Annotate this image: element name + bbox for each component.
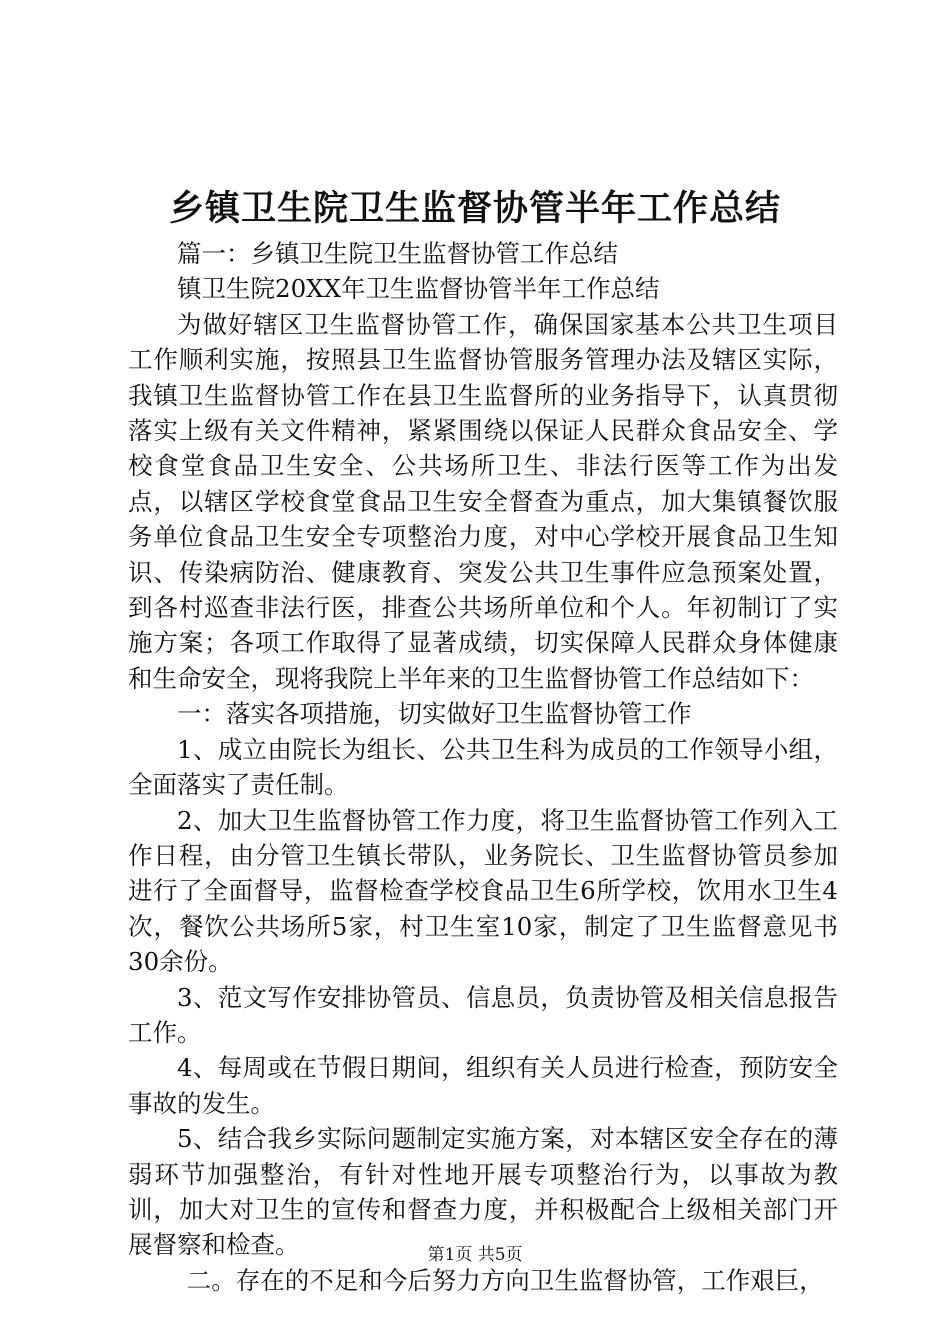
paragraph-section-one: 一：落实各项措施，切实做好卫生监督协管工作 (177, 699, 692, 729)
document-body (128, 236, 838, 1298)
document-title: 乡镇卫生院卫生监督协管半年工作总结 (168, 188, 781, 229)
paragraph-item-2: 2、加大卫生监督协管工作力度，将卫生监督协管工作列入工作日程，由分管卫生镇长带队，业务院长、卫生监督协管员参加进行了全面督导，监督检查学校食品卫生6所学校，饮用水卫生4次，餐饮公共场所5家，村卫生室10家，制定了卫生监督意见书30余份。 (128, 805, 838, 977)
paragraph-section-two: 二。存在的不足和今后努力方向卫生监督协管，工作艰巨， (186, 1265, 824, 1295)
paragraph-item-3: 3、范文写作安排协管员、信息员，负责协管及相关信息报告工作。 (128, 982, 838, 1047)
paragraph-heading: 镇卫生院20XX年卫生监督协管半年工作总结 (177, 274, 660, 304)
paragraph-intro: 为做好辖区卫生监督协管工作，确保国家基本公共卫生项目工作顺利实施，按照县卫生监督协管服务管理办法及辖区实际，我镇卫生监督协管工作在县卫生监督所的业务指导下，认真贯彻落实上级有关文件精神，紧紧围绕以保证人民群众食品安全、学校食堂食品卫生安全、公共场所卫生、非法行医等工作为出发点，以辖区学校食堂食品卫生安全督查为重点，加大集镇餐饮服务单位食品卫生安全专项整治力度，对中心学校开展食品卫生知识、传染病防治、健康教育、突发公共卫生事件应急预案处置，到各村巡查非法行医，排查公共场所单位和个人。年初制订了实施方案；各项工作取得了显著成绩，切实保障人民群众身体健康和生命安全，现将我院上半年来的卫生监督协管工作总结如下： (128, 309, 838, 693)
paragraph-item-4: 4、每周或在节假日期间，组织有关人员进行检查，预防安全事故的发生。 (128, 1053, 838, 1118)
paragraph-item-1: 1、成立由院长为组长、公共卫生科为成员的工作领导小组，全面落实了责任制。 (128, 734, 838, 800)
paragraph-subtitle: 篇一：乡镇卫生院卫生监督协管工作总结 (177, 239, 618, 268)
paragraph-item-5: 5、结合我乡实际问题制定实施方案，对本辖区安全存在的薄弱环节加强整治，有针对性地开展专项整治行为，以事故为教训，加大对卫生的宣传和督查力度，并积极配合上级相关部门开展督察和检查。 (128, 1124, 838, 1260)
page-footer: 第1页 共5页 (427, 1245, 523, 1265)
